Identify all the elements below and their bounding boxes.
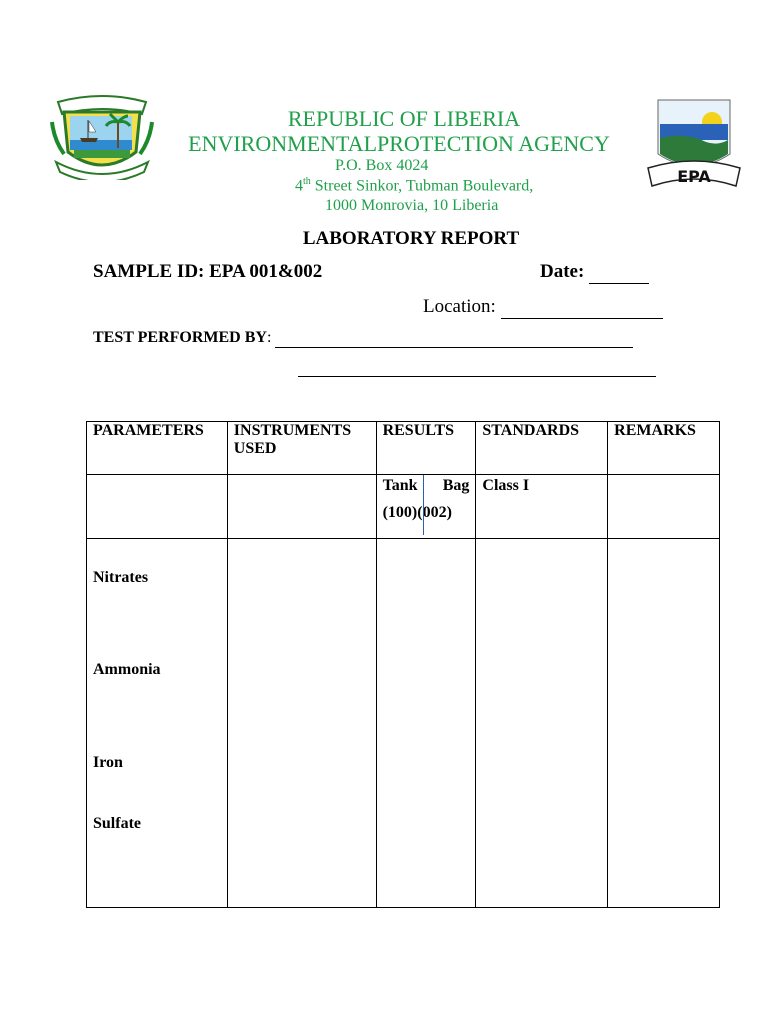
address-street: 4th Street Sinkor, Tubman Boulevard,: [295, 176, 534, 195]
remarks-cell[interactable]: [608, 539, 720, 908]
param-sulfate: Sulfate: [93, 815, 141, 832]
lab-results-table: [86, 421, 720, 908]
test-performed-field: TEST PERFORMED BY:: [93, 329, 633, 348]
header-remarks: REMARKS: [608, 422, 720, 475]
report-title: LABORATORY REPORT: [302, 228, 520, 249]
parameters-cell: [87, 539, 228, 908]
results-subheader: [376, 475, 476, 539]
results-sample-ids: (100)(002): [382, 504, 452, 521]
date-blank[interactable]: [589, 261, 649, 284]
epa-logo-text: EPA: [677, 167, 711, 186]
sample-id: SAMPLE ID: EPA 001&002: [93, 261, 323, 282]
location-label: Location:: [423, 296, 501, 317]
address-city: 1000 Monrovia, 10 Liberia: [325, 197, 499, 214]
cell-empty[interactable]: [608, 475, 720, 539]
param-iron: Iron: [93, 754, 123, 771]
parameters-row: [87, 539, 720, 908]
table-header-row: [87, 422, 720, 475]
standards-cell[interactable]: [476, 539, 608, 908]
location-blank[interactable]: [501, 296, 663, 319]
standards-subheader: Class I: [476, 475, 608, 539]
cell-empty[interactable]: [227, 475, 376, 539]
test-performed-blank-2[interactable]: [298, 376, 656, 377]
text-cursor: [423, 475, 424, 535]
results-bag-label: Bag: [442, 477, 470, 494]
header-instruments: INSTRUMENTS USED: [227, 422, 376, 475]
results-cell[interactable]: [376, 539, 476, 908]
header-results: RESULTS: [376, 422, 476, 475]
date-label: Date:: [540, 261, 590, 282]
date-field: [540, 261, 649, 284]
param-ammonia: Ammonia: [93, 661, 161, 678]
table-subheader-row: [87, 475, 720, 539]
results-tank-label: Tank: [382, 477, 418, 494]
header-parameters: PARAMETERS: [87, 422, 228, 475]
param-nitrates: Nitrates: [93, 569, 149, 586]
header-standards: STANDARDS: [476, 422, 608, 475]
title-agency: ENVIRONMENTALPROTECTION AGENCY: [188, 131, 610, 156]
address-pobox: P.O. Box 4024: [335, 157, 429, 174]
title-republic: REPUBLIC OF LIBERIA: [287, 106, 521, 131]
test-performed-blank[interactable]: [275, 329, 633, 348]
instruments-cell[interactable]: [227, 539, 376, 908]
cell-empty[interactable]: [87, 475, 228, 539]
test-performed-label: TEST PERFORMED BY: [93, 329, 267, 346]
location-field: [423, 296, 663, 319]
